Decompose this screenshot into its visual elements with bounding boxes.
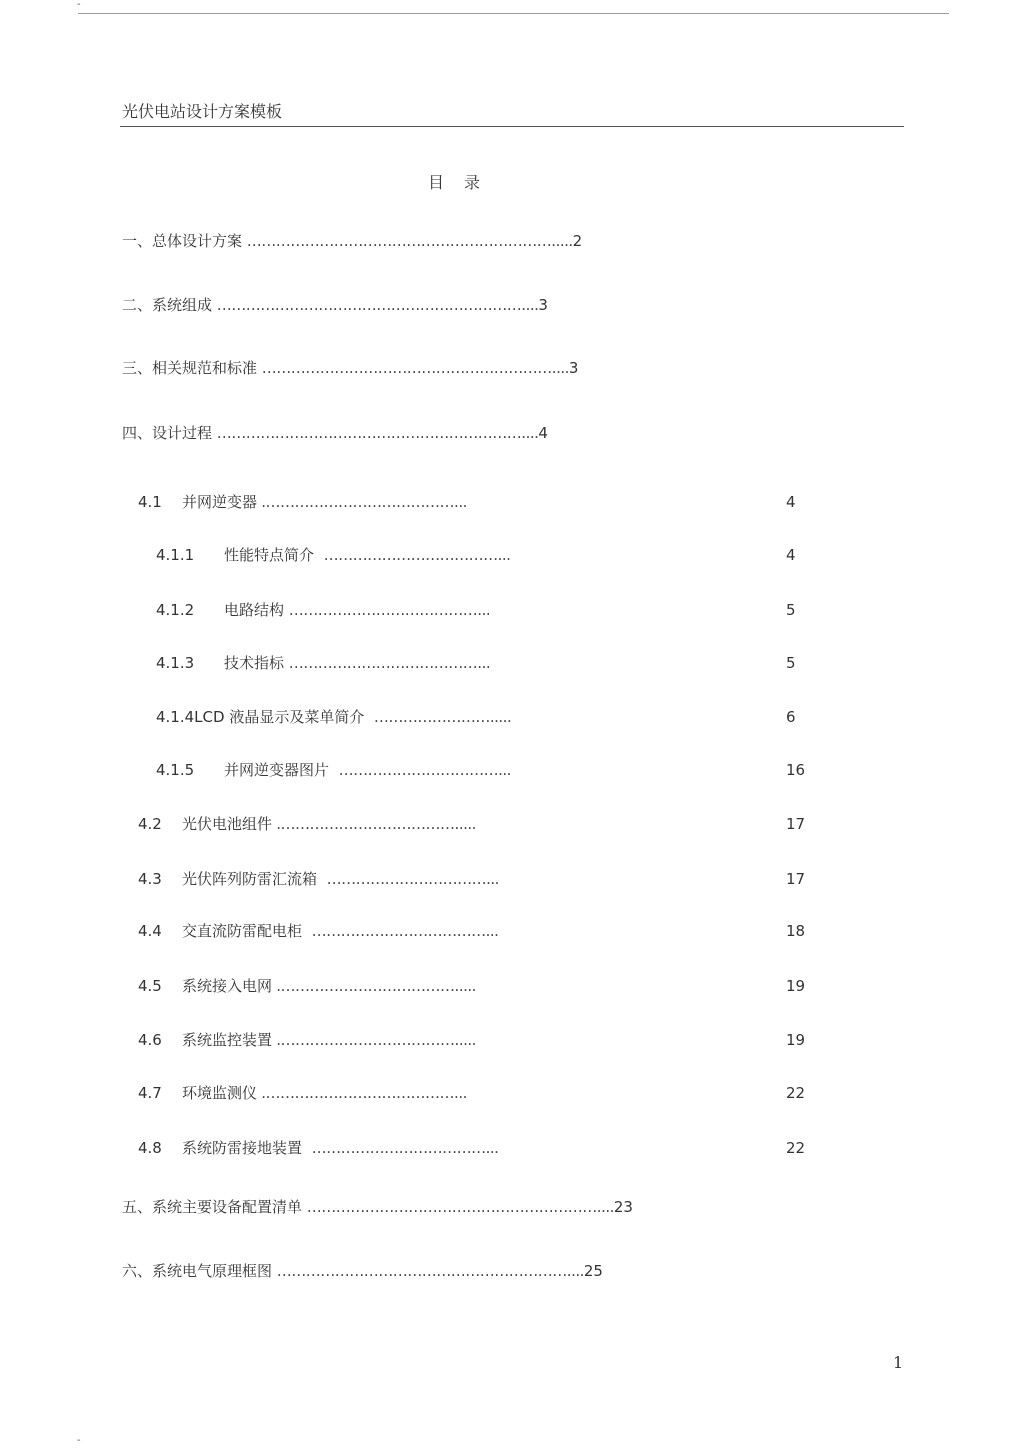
toc-section-number: 4.7: [138, 1084, 162, 1102]
toc-leader-dots: ……………………………………………………....: [261, 359, 569, 377]
toc-entry-4-2[interactable]: [138, 814, 476, 834]
toc-entry-chapter-5[interactable]: [122, 1197, 633, 1217]
toc-page-number-4-1-5: 16: [786, 761, 806, 779]
toc-entry-4-3[interactable]: [138, 869, 499, 889]
toc-entry-4-1-5[interactable]: [156, 760, 511, 780]
page-number: 1: [893, 1353, 904, 1372]
toc-section-number: 4.2: [138, 815, 162, 833]
toc-page-number-4-1-2: 5: [786, 601, 796, 619]
toc-page-number-4-5: 19: [786, 977, 806, 995]
toc-page-number-4-6: 19: [786, 1031, 806, 1049]
toc-leader-dots: ……………………………...: [338, 761, 511, 779]
toc-section-number: 4.3: [138, 870, 162, 888]
toc-entry-4-5[interactable]: [138, 976, 476, 996]
header-underline: [120, 126, 904, 127]
toc-section-number: 4.1.5: [156, 761, 195, 779]
toc-entry-4-4[interactable]: [138, 921, 498, 941]
toc-heading-char-2: 录: [464, 173, 483, 192]
toc-entry-label: 二、系统组成: [122, 296, 213, 314]
toc-page-number: 3: [568, 359, 579, 377]
toc-leader-dots: ………………………………...: [311, 922, 499, 940]
toc-entry-label: 系统监控装置: [182, 1031, 273, 1049]
toc-entry-label: 性能特点简介: [224, 546, 315, 564]
toc-page-number: 4: [538, 424, 548, 442]
toc-entry-label: 系统防雷接地装置: [182, 1139, 303, 1157]
toc-entry-label: 交直流防雷配电柜: [182, 922, 303, 940]
toc-entry-chapter-3[interactable]: [122, 358, 578, 378]
toc-entry-label: 并网逆变器: [182, 493, 258, 511]
toc-page-number: 23: [613, 1198, 633, 1216]
toc-page-number-4-1-4: 6: [786, 708, 796, 726]
document-header-title: 光伏电站设计方案模板: [122, 102, 283, 121]
toc-entry-chapter-6[interactable]: [122, 1261, 603, 1281]
toc-entry-4-8[interactable]: [138, 1138, 498, 1158]
toc-leader-dots: .…………………………………...: [257, 493, 467, 511]
toc-leader-dots: ……………………………...: [326, 870, 499, 888]
toc-page-number-4-3: 17: [786, 870, 806, 888]
toc-entry-label: 三、相关规范和标准: [122, 359, 258, 377]
toc-entry-label: 技术指标: [224, 654, 285, 672]
toc-section-number: 4.1.3: [156, 654, 195, 672]
toc-heading: [428, 170, 482, 193]
toc-leader-dots: .…………………………………...: [257, 1084, 467, 1102]
toc-entry-4-1-4[interactable]: [156, 707, 511, 727]
toc-page-number: 25: [583, 1262, 603, 1280]
toc-entry-label: 光伏电池组件: [182, 815, 273, 833]
toc-leader-dots: ……………………………………………………....: [276, 1262, 584, 1280]
toc-entry-4-1[interactable]: [138, 492, 467, 512]
toc-entry-label: 环境监测仪: [182, 1084, 258, 1102]
toc-entry-4-1-3[interactable]: [156, 653, 490, 673]
toc-page-number: 2: [572, 232, 583, 250]
toc-page-number-4-7: 22: [786, 1084, 806, 1102]
toc-leader-dots: ………………………………...: [311, 1139, 499, 1157]
toc-entry-label: 光伏阵列防雷汇流箱: [182, 870, 318, 888]
toc-section-number: 4.1: [138, 493, 162, 511]
toc-leader-dots: …………………….....: [373, 708, 512, 726]
toc-entry-chapter-4[interactable]: [122, 423, 548, 443]
toc-page-number-4-1: 4: [786, 493, 796, 511]
toc-leader-dots: ………………………………...: [323, 546, 511, 564]
toc-leader-dots: …………………………………...: [288, 654, 491, 672]
top-margin-mark: -: [77, 0, 81, 10]
toc-leader-dots: .……………………………….....: [272, 815, 476, 833]
toc-page-number-4-8: 22: [786, 1139, 806, 1157]
bottom-margin-mark: -: [77, 1435, 81, 1446]
toc-page-number-4-2: 17: [786, 815, 806, 833]
toc-entry-label: 一、总体设计方案: [122, 232, 243, 250]
toc-section-number: 4.1.4: [156, 708, 195, 726]
toc-leader-dots: .……………………………….....: [272, 977, 476, 995]
toc-page-number: 3: [538, 296, 548, 314]
toc-page-number-4-1-1: 4: [786, 546, 796, 564]
toc-entry-chapter-1[interactable]: [122, 231, 582, 251]
toc-heading-char-1: 目: [428, 173, 447, 192]
toc-leader-dots: …………………………………...: [288, 601, 491, 619]
toc-section-number: 4.6: [138, 1031, 162, 1049]
toc-leader-dots: ………………………………………………………....: [216, 296, 539, 314]
toc-section-number: 4.1.2: [156, 601, 195, 619]
toc-entry-4-1-1[interactable]: [156, 545, 510, 565]
toc-entry-label: LCD 液晶显示及菜单简介: [194, 708, 365, 726]
toc-section-number: 4.1.1: [156, 546, 195, 564]
toc-entry-4-1-2[interactable]: [156, 600, 490, 620]
toc-entry-label: 四、设计过程: [122, 424, 213, 442]
toc-leader-dots: .……………………………….....: [272, 1031, 476, 1049]
toc-leader-dots: ………………………………………………………....: [216, 424, 539, 442]
page-top-rule: [78, 13, 949, 14]
toc-section-number: 4.4: [138, 922, 162, 940]
toc-entry-label: 并网逆变器图片: [224, 761, 330, 779]
toc-entry-4-6[interactable]: [138, 1030, 476, 1050]
toc-entry-label: 五、系统主要设备配置清单: [122, 1198, 303, 1216]
toc-page-number-4-1-3: 5: [786, 654, 796, 672]
toc-entry-label: 电路结构: [224, 601, 285, 619]
toc-page-number-4-4: 18: [786, 922, 806, 940]
toc-entry-chapter-2[interactable]: [122, 295, 548, 315]
toc-leader-dots: ……………………………………………………….....: [246, 232, 573, 250]
toc-section-number: 4.5: [138, 977, 162, 995]
toc-entry-label: 六、系统电气原理框图: [122, 1262, 273, 1280]
toc-entry-4-7[interactable]: [138, 1083, 467, 1103]
toc-entry-label: 系统接入电网: [182, 977, 273, 995]
toc-leader-dots: ……………………………………………………....: [306, 1198, 614, 1216]
toc-section-number: 4.8: [138, 1139, 162, 1157]
